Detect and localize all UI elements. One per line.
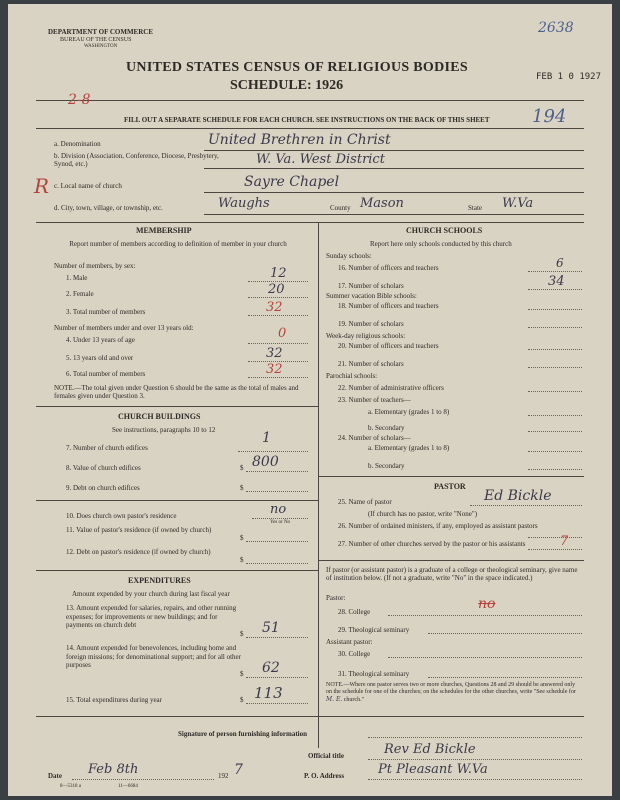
instruction-line: FILL OUT A SEPARATE SCHEDULE FOR EACH CHURCH. SEE INSTRUCTIONS ON THE BACK OF THIS SHEET xyxy=(124,116,490,124)
q7-label: 7. Number of church edifices xyxy=(66,444,148,452)
q31-label: 31. Theological seminary xyxy=(338,670,410,678)
q11-dollar: $ xyxy=(240,534,244,542)
q25-hint: (If church has no pastor, write "None") xyxy=(368,510,478,518)
q20-label: 20. Number of officers and teachers xyxy=(338,342,439,350)
q6-label: 6. Total number of members xyxy=(66,370,146,378)
column-divider xyxy=(318,222,319,748)
department-label: DEPARTMENT OF COMMERCE xyxy=(48,28,154,36)
q14-dollar: $ xyxy=(240,670,244,678)
red-note: 2-8 xyxy=(68,92,91,108)
q11-label: 11. Value of pastor's residence (if owned by church) xyxy=(66,526,212,534)
city-label: WASHINGTON xyxy=(84,44,118,49)
sunday-heading: Sunday schools: xyxy=(326,252,372,260)
schools-intro: Report here only schools conducted by this church xyxy=(370,240,512,248)
q23-label: 23. Number of teachers— xyxy=(338,396,411,404)
q15-value: 113 xyxy=(254,684,283,702)
q25-label: 25. Name of pastor xyxy=(338,498,392,506)
q2-label: 2. Female xyxy=(66,290,94,298)
po-address-value: Pt Pleasant W.Va xyxy=(378,762,488,777)
q3-label: 3. Total number of members xyxy=(66,308,146,316)
q5-value: 32 xyxy=(266,346,283,361)
q24a-label: a. Elementary (grades 1 to 8) xyxy=(368,444,450,452)
q13-value: 51 xyxy=(262,620,280,636)
q2-value: 20 xyxy=(268,282,285,297)
q4-label: 4. Under 13 years of age xyxy=(66,336,135,344)
form-subtitle: SCHEDULE: 1926 xyxy=(230,78,344,93)
denomination-label: a. Denomination xyxy=(54,140,101,148)
church-name-label: c. Local name of church xyxy=(54,182,122,190)
q29-label: 29. Theological seminary xyxy=(338,626,410,634)
schools-title: CHURCH SCHOOLS xyxy=(406,226,483,235)
signature-label: Signature of person furnishing information xyxy=(178,730,307,738)
q10-label: 10. Does church own pastor's residence xyxy=(66,512,177,520)
q19-label: 19. Number of scholars xyxy=(338,320,404,328)
buildings-sub: See instructions, paragraphs 10 to 12 xyxy=(112,426,216,434)
bureau-label: BUREAU OF THE CENSUS xyxy=(60,37,132,43)
q24b-label: b. Secondary xyxy=(368,462,405,470)
sex-heading: Number of members, by sex: xyxy=(54,262,136,270)
q22-label: 22. Number of administrative officers xyxy=(338,384,444,392)
q10-value: no xyxy=(270,502,287,517)
q7-value: 1 xyxy=(262,430,271,446)
q14-value: 62 xyxy=(262,660,280,676)
division-value: W. Va. West District xyxy=(256,152,385,167)
q26-label: 26. Number of ordained ministers, if any, employed as assistant pastors xyxy=(338,522,538,530)
buildings-title: CHURCH BUILDINGS xyxy=(118,412,201,421)
q17-label: 17. Number of scholars xyxy=(338,282,404,290)
summer-heading: Summer vacation Bible schools: xyxy=(326,292,417,300)
official-title-label: Official title xyxy=(308,752,344,760)
parochial-heading: Parochial schools: xyxy=(326,372,378,380)
expenditures-sub: Amount expended by your church during last fiscal year xyxy=(72,590,230,598)
q4-value: 0 xyxy=(278,326,287,341)
denomination-value: United Brethren in Christ xyxy=(208,132,391,148)
q27-label: 27. Number of other churches served by the pastor or his assistants xyxy=(338,540,526,548)
q27-value: 7 xyxy=(560,534,569,549)
q9-label: 9. Debt on church edifices xyxy=(66,484,140,492)
division-label: b. Division (Association, Conference, Diocese, Presbytery, Synod, etc.) xyxy=(54,152,219,168)
q10-hint: Yes or No xyxy=(270,520,291,525)
q18-label: 18. Number of officers and teachers xyxy=(338,302,439,310)
received-stamp: FEB 1 0 1927 xyxy=(536,72,602,82)
year-prefix: 192 xyxy=(218,772,229,780)
q14-label: 14. Amount expended for benevolences, including home and foreign missions; for denominational support; and for all other purposes xyxy=(66,644,241,669)
assistant-label: Assistant pastor: xyxy=(326,638,373,646)
date-value: Feb 8th xyxy=(88,762,139,777)
city-town-label: d. City, town, village, or township, etc. xyxy=(54,204,163,212)
q12-label: 12. Debt on pastor's residence (if owned by church) xyxy=(66,548,211,556)
official-title-value: Rev Ed Bickle xyxy=(384,742,476,757)
header-rule xyxy=(36,100,584,101)
q17-value: 34 xyxy=(548,274,565,289)
q8-label: 8. Value of church edifices xyxy=(66,464,141,472)
pastor-label: Pastor: xyxy=(326,594,346,602)
po-address-label: P. O. Address xyxy=(304,772,345,780)
q9-dollar: $ xyxy=(240,484,244,492)
q23a-label: a. Elementary (grades 1 to 8) xyxy=(368,408,450,416)
q21-label: 21. Number of scholars xyxy=(338,360,404,368)
county-value: Mason xyxy=(360,196,404,211)
q24-label: 24. Number of scholars— xyxy=(338,434,411,442)
q6-value: 32 xyxy=(266,362,283,377)
red-margin-mark: R xyxy=(34,174,50,198)
q28-label: 28. College xyxy=(338,608,371,616)
q28-value: no xyxy=(478,596,496,612)
q12-dollar: $ xyxy=(240,556,244,564)
q8-dollar: $ xyxy=(240,464,244,472)
q1-value: 12 xyxy=(270,266,287,281)
pastor-note: NOTE.—Where one pastor serves two or more churches, Questions 28 and 29 should be answered only on the schedule for one of the churches; on the schedules for the other churches, write "See schedule for M. E. church." xyxy=(326,682,576,703)
form-number: 8—5318 a xyxy=(60,784,81,789)
stamp-number: 2638 xyxy=(538,20,574,36)
q23b-label: b. Secondary xyxy=(368,424,405,432)
q16-label: 16. Number of officers and teachers xyxy=(338,264,439,272)
weekday-heading: Week-day religious schools: xyxy=(326,332,406,340)
print-number: 11—6684 xyxy=(118,784,138,789)
q13-dollar: $ xyxy=(240,630,244,638)
q13-label: 13. Amount expended for salaries, repairs, and other running expenses; for improvements or new buildings; and for payments on church debt xyxy=(66,604,237,629)
city-town-value: Waughs xyxy=(218,196,270,211)
state-value: W.Va xyxy=(502,196,534,211)
blue-number: 194 xyxy=(532,106,567,127)
pastor-title: PASTOR xyxy=(434,482,466,491)
q15-dollar: $ xyxy=(240,696,244,704)
membership-note: NOTE.—The total given under Question 6 should be the same as the total of males and females given under Question 3. xyxy=(54,384,299,400)
census-schedule-sheet xyxy=(8,4,612,796)
age-heading: Number of members under and over 13 years old: xyxy=(54,324,194,332)
membership-title: MEMBERSHIP xyxy=(136,226,192,235)
instruction-rule xyxy=(36,128,584,129)
state-label: State xyxy=(468,204,482,212)
date-label: Date xyxy=(48,772,62,780)
q5-label: 5. 13 years old and over xyxy=(66,354,134,362)
church-name-value: Sayre Chapel xyxy=(244,174,340,190)
q15-label: 15. Total expenditures during year xyxy=(66,696,162,704)
q30-label: 30. College xyxy=(338,650,371,658)
q3-value: 32 xyxy=(266,300,283,315)
membership-intro: Report number of members according to definition of member in your church xyxy=(69,240,287,248)
expenditures-title: EXPENDITURES xyxy=(128,576,191,585)
year-value: 7 xyxy=(234,762,243,778)
form-title: UNITED STATES CENSUS OF RELIGIOUS BODIES xyxy=(126,60,469,75)
q8-value: 800 xyxy=(252,454,279,470)
q16-value: 6 xyxy=(556,256,564,270)
county-label: County xyxy=(330,204,351,212)
q1-label: 1. Male xyxy=(66,274,88,282)
q25-value: Ed Bickle xyxy=(484,488,552,504)
college-note: If pastor (or assistant pastor) is a graduate of a college or theological seminary, give name of institution below. (If not a graduate, write "No" in the space indicated.) xyxy=(326,566,578,582)
